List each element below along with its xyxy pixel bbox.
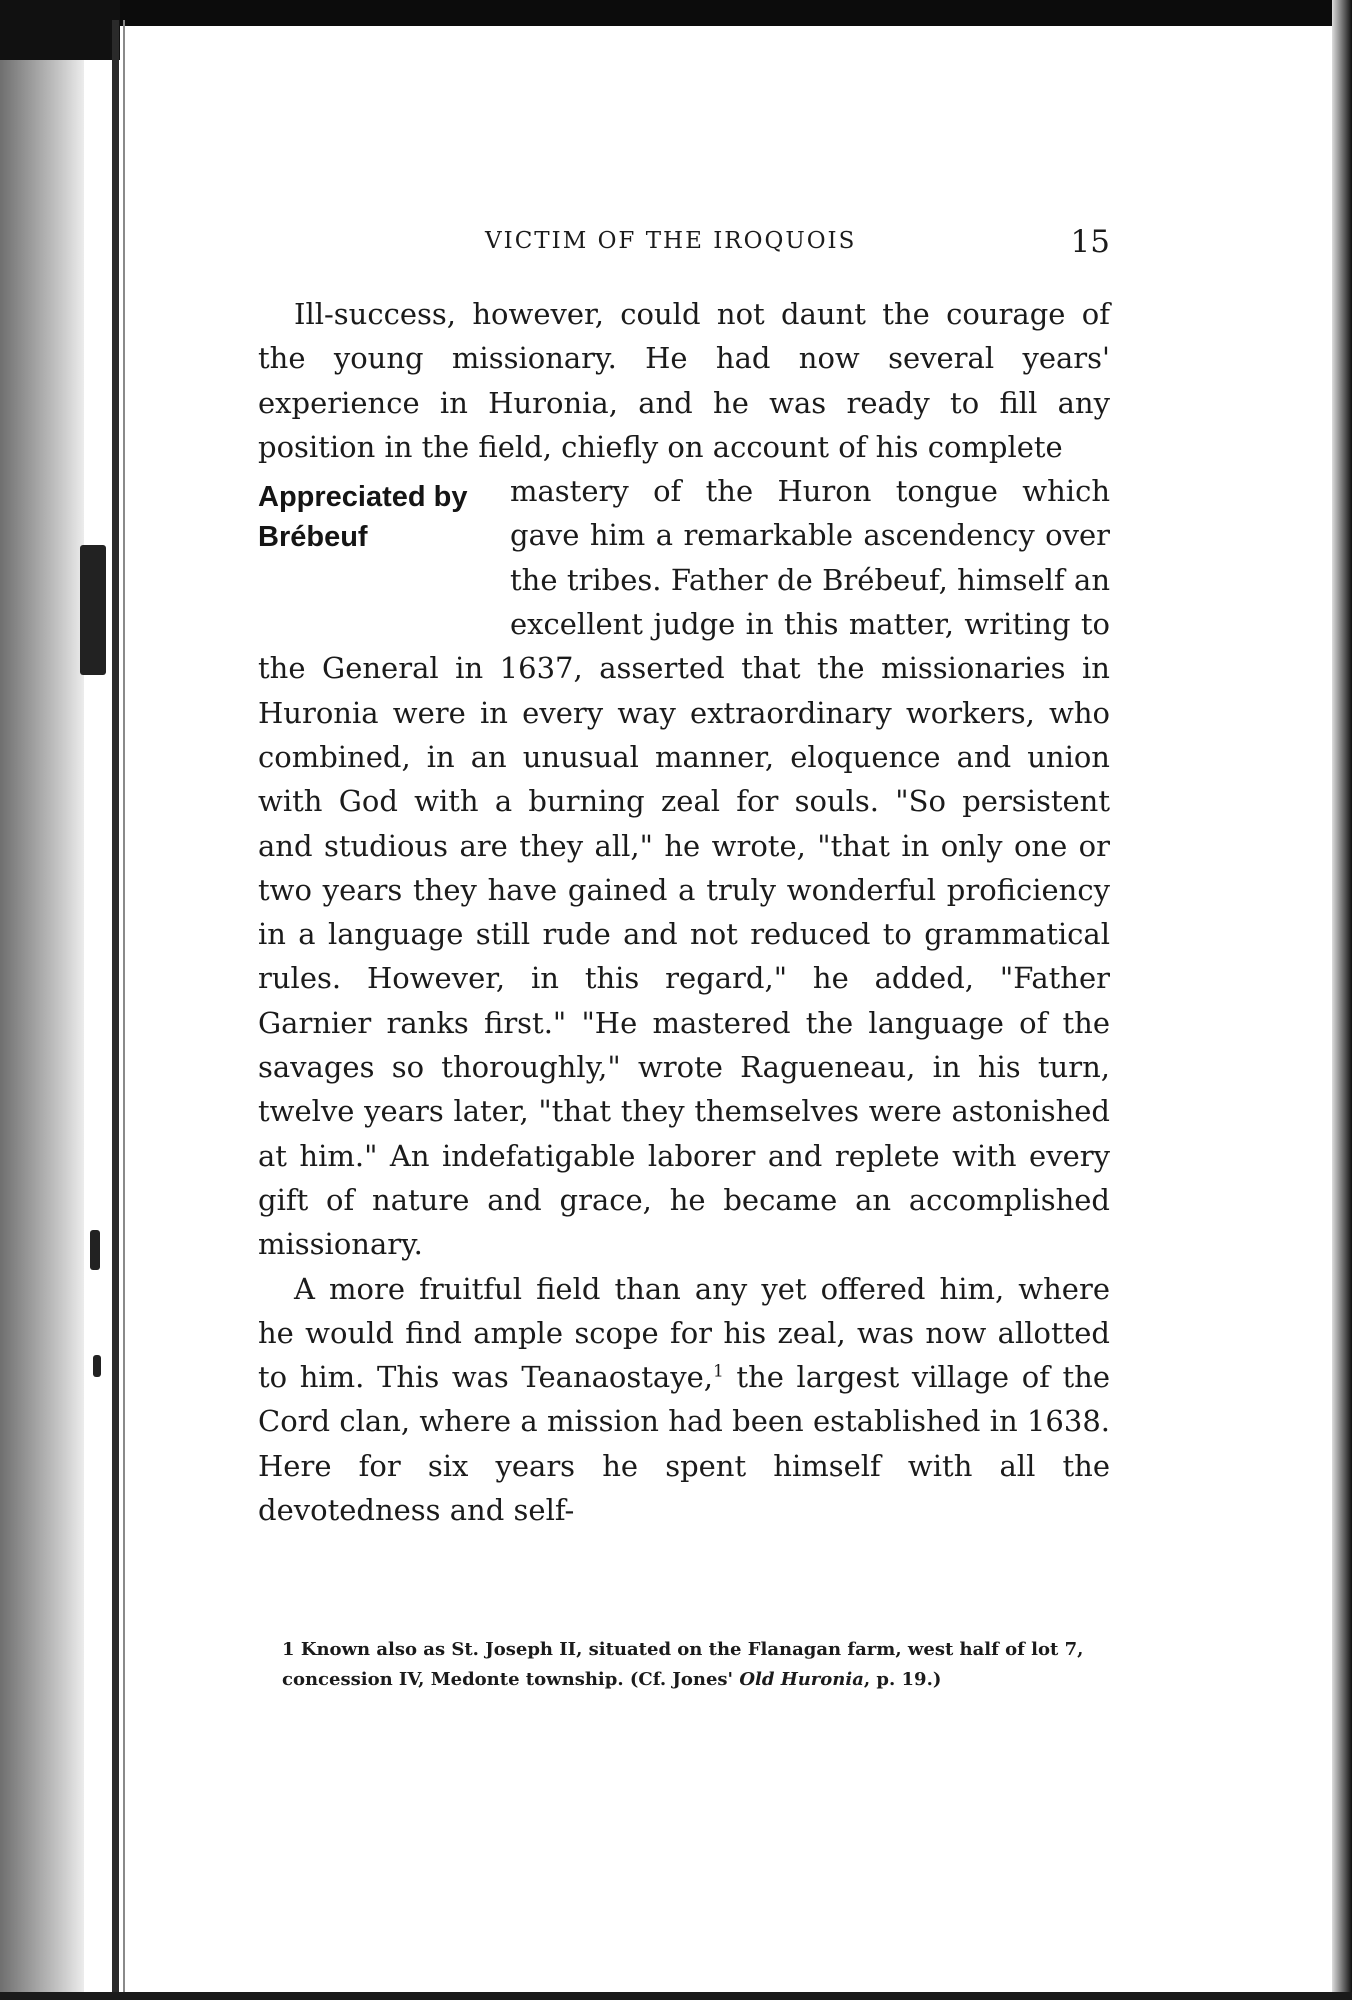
binding-mark (80, 545, 106, 675)
paragraph (258, 1267, 1110, 1533)
binding-line (112, 20, 119, 1995)
book-gutter (0, 0, 84, 2000)
footnote-reference: 1 (712, 1361, 724, 1382)
scan-bottom-border (0, 1992, 1352, 2000)
paragraph-text: the largest village of the Cord clan, where a mission had been established in 1638. Here for six years he spent himself with all the devotedness and self- (258, 1360, 1110, 1528)
binding-line-inner (123, 20, 125, 1995)
footnote-marker: 1 (282, 1639, 295, 1660)
scan-top-border (0, 0, 1352, 26)
running-header (258, 224, 1110, 264)
scan-corner-shadow (0, 0, 120, 60)
page-number: 15 (1070, 224, 1110, 260)
paragraph-intro: Ill-success, however, could not daunt the courage of the young missionary. He had now several years' experience in Huronia, and he was ready to fill any position in the field, chiefly on account of his complete (258, 297, 1110, 464)
body-text (258, 292, 1110, 1532)
footnote-text: Known also as St. Joseph II, situated on the Flanagan farm, west half of lot 7, concession IV, Medonte township. (Cf. Jones' (282, 1639, 1084, 1690)
paragraph-text: A more fruitful field than any yet offered him, where he would find ample scope for his zeal, was now allotted to him. This was Teanaostaye, (258, 1271, 1110, 1395)
binding-mark (90, 1230, 100, 1270)
footnote-text: , p. 19.) (863, 1669, 942, 1690)
paragraph-continued: mastery of the Huron tongue which gave him a remarkable ascendency over the tribes. Father de Brébeuf, himself an excellent judge in this matter, writing to the General in 1637, asserted that the missionaries in Huronia were in every way extraordinary workers, who combined, in an unusual manner, eloquence and union with God with a burning zeal for souls. "So persistent and studious are they all," he wrote, "that in only one or two years they have gained a truly wonderful proficiency in a language still rude and not reduced to grammatical rules. However, in this regard," he added, "Father Garnier ranks first." "He mastered the language of the savages so thoroughly," wrote Ragueneau, in his turn, twelve years later, "that they themselves were astonished at him." An indefatigable laborer and replete with every gift of nature and grace, he became an accomplished missionary. (258, 474, 1110, 1262)
sidenote-line: Brébeuf (258, 521, 368, 554)
marginal-sidenote (258, 469, 510, 610)
sidenote-line: Appreciated by (258, 481, 468, 514)
footnote-body (244, 1635, 1110, 1695)
footnote-book-title: Old Huronia (739, 1669, 864, 1690)
scan-right-border (1332, 0, 1352, 2000)
binding-mark (93, 1355, 101, 1377)
footnote (244, 1635, 1110, 1695)
running-title: VICTIM OF THE IROQUOIS (485, 228, 857, 254)
